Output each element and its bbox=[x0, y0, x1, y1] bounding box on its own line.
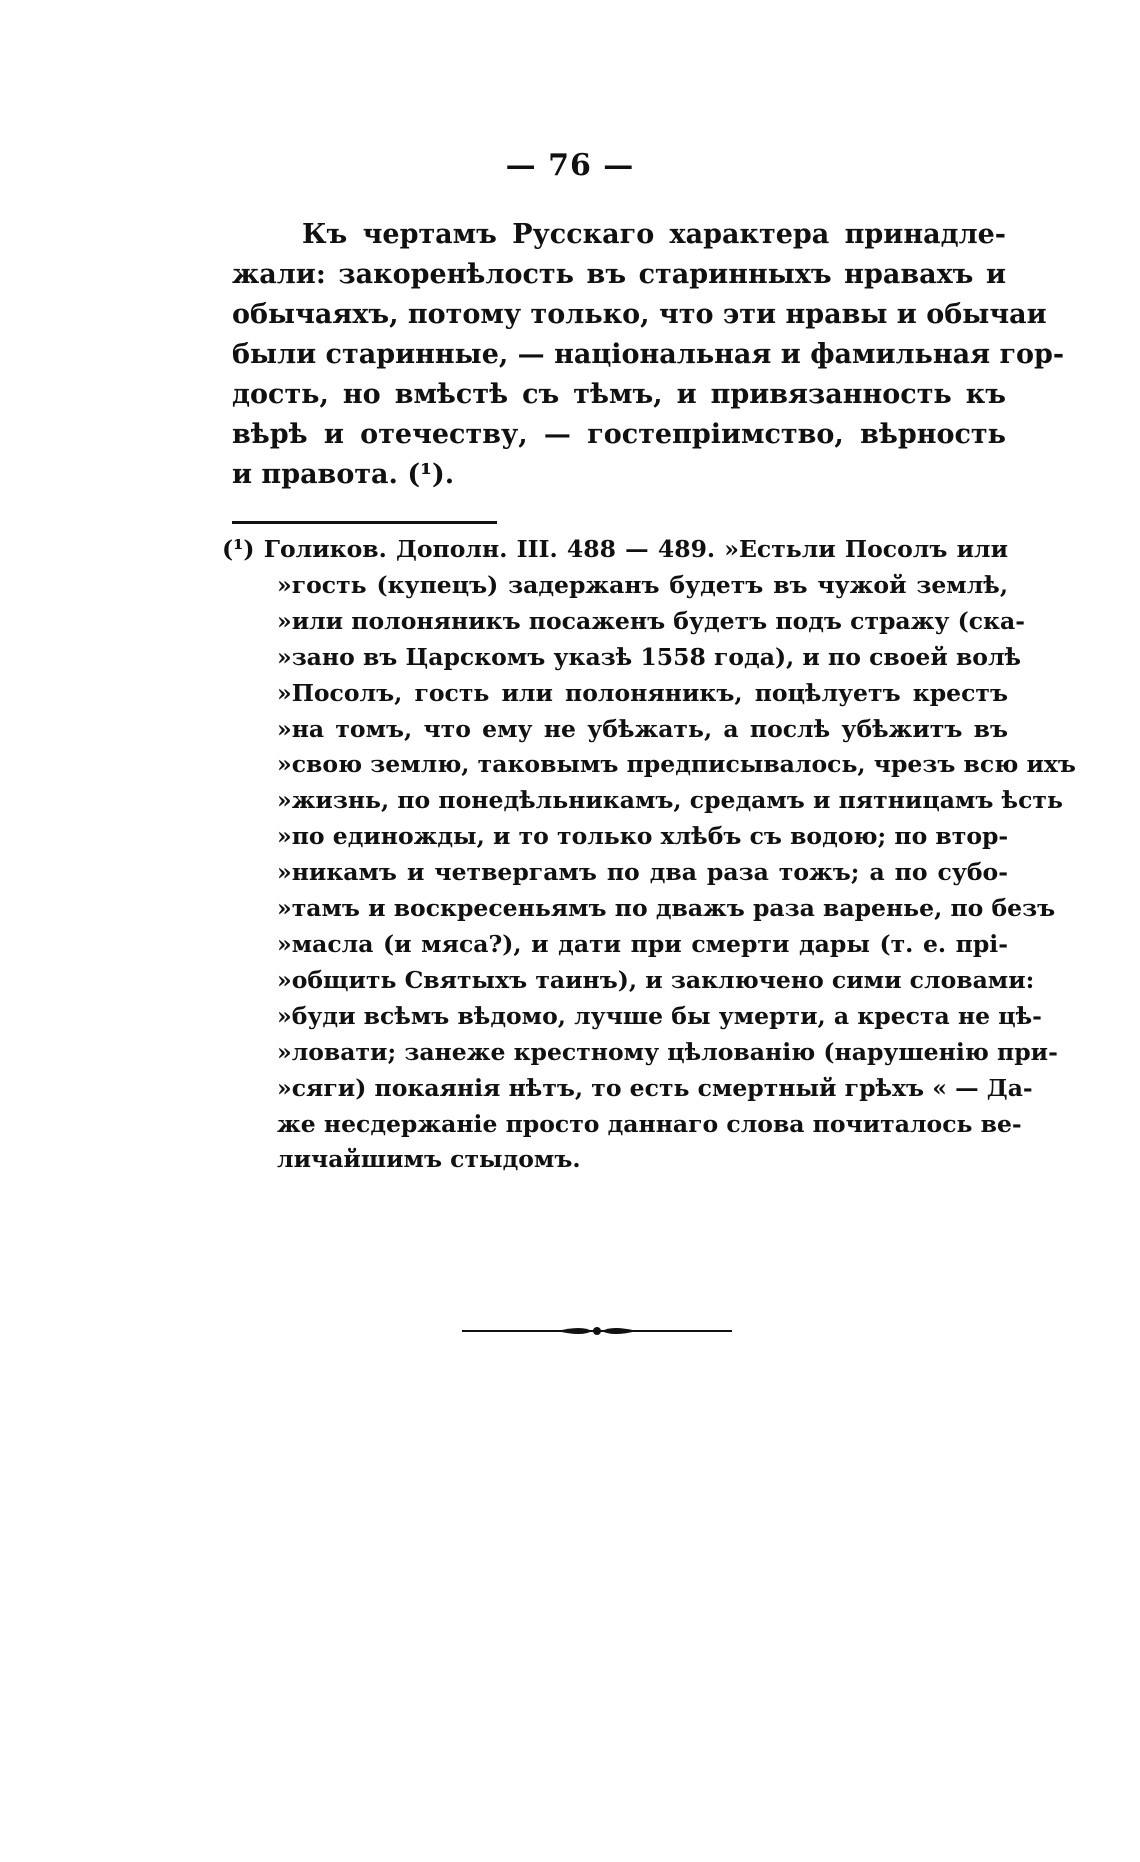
footnote-line: »свою землю, таковымъ предписывалось, чрезъ всю ихъ bbox=[277, 750, 1076, 779]
footnote-line: »или полоняникъ посаженъ будетъ подъ стражу (ска- bbox=[277, 606, 1025, 635]
footnote-line: »тамъ и воскресеньямъ по дважъ раза варенье, по безъ bbox=[277, 894, 1056, 923]
page-number: — 76 — bbox=[505, 148, 635, 183]
footnote-line: »общить Святыхъ таинъ), и заключено сими словами: bbox=[277, 965, 1035, 994]
footnote-line: »буди всѣмъ вѣдомо, лучше бы умерти, а креста не цѣ- bbox=[277, 1001, 1042, 1030]
footnote-separator-rule bbox=[232, 521, 497, 524]
footnote-line: »Посолъ, гость или полоняникъ, поцѣлуетъ крестъ bbox=[277, 678, 1008, 707]
main-line: дость, но вмѣстѣ съ тѣмъ, и привязанность къ bbox=[232, 379, 1006, 410]
decorative-ornament-rule bbox=[462, 1323, 732, 1339]
main-line: и правота. (¹). bbox=[232, 459, 455, 490]
footnote-line: »ловати; занеже крестному цѣлованію (нарушенію при- bbox=[277, 1037, 1058, 1066]
footnote-line: »жизнь, по понедѣльникамъ, средамъ и пятницамъ ѣсть bbox=[277, 786, 1063, 815]
footnote bbox=[222, 532, 1076, 1178]
main-line: были старинные, — національная и фамильная гор- bbox=[232, 339, 1065, 370]
main-paragraph bbox=[232, 215, 1065, 495]
footnote-line: (¹) Голиков. Дополн. III. 488 — 489. »Естьли Посолъ или bbox=[222, 535, 1008, 563]
footnote-line: »на томъ, что ему не убѣжать, а послѣ убѣжитъ въ bbox=[277, 714, 1008, 743]
footnote-line: »масла (и мяса?), и дати при смерти дары (т. е. прі- bbox=[277, 929, 1008, 958]
footnote-line: »зано въ Царскомъ указѣ 1558 года), и по своей волѣ bbox=[277, 642, 1022, 671]
footnote-line: »по единожды, и то только хлѣбъ съ водою; по втор- bbox=[277, 822, 1009, 851]
footnote-line: »сяги) покаянія нѣтъ, то есть смертный грѣхъ « — Да- bbox=[277, 1073, 1033, 1102]
main-line: вѣрѣ и отечеству, — гостепріимство, вѣрность bbox=[232, 419, 1006, 450]
main-line: жали: закоренѣлость въ старинныхъ нравахъ и bbox=[232, 259, 1006, 290]
footnote-line: же несдержаніе просто даннаго слова почиталось ве- bbox=[277, 1109, 1022, 1138]
footnote-line: »никамъ и четвергамъ по два раза тожъ; а по субо- bbox=[277, 858, 1008, 887]
main-line: Къ чертамъ Русскаго характера принадле- bbox=[302, 219, 1006, 250]
footnote-line: личайшимъ стыдомъ. bbox=[277, 1145, 581, 1174]
main-line: обычаяхъ, потому только, что эти нравы и обычаи bbox=[232, 299, 1047, 330]
footnote-line: »гость (купецъ) задержанъ будетъ въ чужой землѣ, bbox=[277, 570, 1008, 599]
